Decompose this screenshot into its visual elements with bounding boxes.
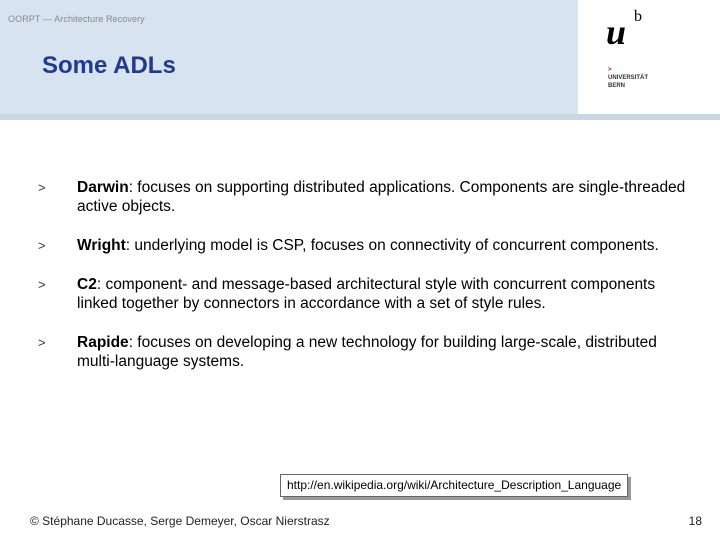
course-title: OORPT — Architecture Recovery — [8, 14, 145, 24]
bullet-term: Rapide — [77, 334, 129, 351]
logo-wordmark — [608, 66, 648, 90]
reference-link[interactable]: http://en.wikipedia.org/wiki/Architecture_Description_Language — [280, 474, 628, 497]
bullet-text: : underlying model is CSP, focuses on connectivity of concurrent components. — [125, 237, 659, 254]
bullet-text: : component- and message-based architectural style with concurrent components linked together by connectors in accordance with a set of style rules. — [77, 276, 656, 312]
bullet-marker: > — [38, 180, 46, 195]
bullet-term: C2 — [77, 276, 97, 293]
bullet-marker: > — [38, 335, 46, 350]
university-logo — [590, 8, 710, 108]
logo-line-1: UNIVERSITÄT — [608, 75, 649, 81]
bullet-item-rapide — [38, 333, 688, 371]
footer-credits: © Stéphane Ducasse, Serge Demeyer, Oscar Nierstrasz — [30, 514, 330, 528]
bullet-text: : focuses on developing a new technology for building large-scale, distributed multi-language systems. — [77, 334, 657, 370]
logo-mark: > — [608, 67, 612, 73]
page-number: 18 — [688, 514, 702, 528]
bullet-marker: > — [38, 238, 46, 253]
bullet-item-darwin — [38, 178, 688, 216]
logo-letter-u: u — [606, 12, 627, 52]
header-divider — [0, 114, 720, 120]
bullet-term: Darwin — [77, 179, 129, 196]
header-band — [0, 0, 578, 114]
logo-letter-b: b — [634, 8, 642, 25]
bullet-item-wright — [38, 236, 688, 255]
bullet-term: Wright — [77, 237, 126, 254]
slide-title: Some ADLs — [42, 52, 176, 79]
bullet-marker: > — [38, 277, 46, 292]
bullet-text: : focuses on supporting distributed applications. Components are single-threaded active objects. — [77, 179, 686, 215]
logo-line-2: BERN — [608, 83, 626, 89]
bullet-item-c2 — [38, 275, 688, 313]
bullet-list — [38, 178, 688, 371]
